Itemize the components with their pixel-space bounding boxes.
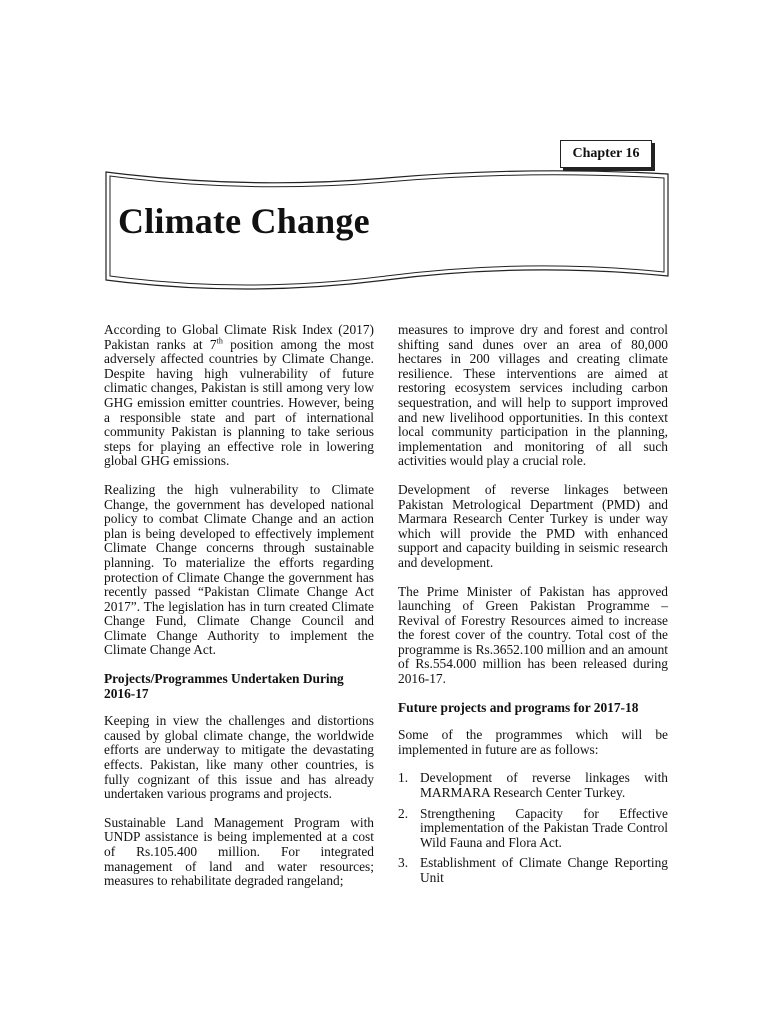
future-programs-list	[398, 771, 668, 885]
left-column	[104, 323, 374, 903]
list-item: 3. Establishment of Climate Change Reporting Unit	[398, 855, 668, 885]
paragraph: Keeping in view the challenges and distortions caused by global climate change, the worldwide efforts are underway to mitigate the devastating effects. Pakistan, like many other countries, is fully cognizant of this issue and has already undertaken various programs and projects.	[104, 713, 374, 802]
list-item: 2. Strengthening Capacity for Effective implementation of the Pakistan Trade Control Wild Fauna and Flora Act.	[398, 805, 668, 850]
page-title: Climate Change	[118, 201, 370, 241]
paragraph: Realizing the high vulnerability to Climate Change, the government has developed national policy to combat Climate Change and an action plan is being developed to effectively implement Climate Change concerns through sustainable planning. To materialize the efforts regarding protection of Climate Change the government has recently passed “Pakistan Climate Change Act 2017”. The legislation has in turn created Climate Change Fund, Climate Change Council and Climate Change Authority to implement the Climate Change Act.	[104, 481, 374, 658]
chapter-label: Chapter 16	[560, 140, 652, 168]
section-heading: Projects/Programmes Undertaken During 2016-17	[104, 671, 344, 701]
right-column	[398, 323, 668, 892]
paragraph: measures to improve dry and forest and control shifting sand dunes over an area of 80,000 hectares in 200 villages and creating climate resilience. These interventions are aimed at restoring ecosystem services including carbon sequestration, and will help to support improved and new livelihood opportunities. In this context local community participation in the planning, implementation and monitoring of all such activities would play a crucial role.	[398, 322, 668, 469]
paragraph: Some of the programmes which will be implemented in future are as follows:	[398, 727, 668, 757]
paragraph: The Prime Minister of Pakistan has approved launching of Green Pakistan Programme – Revival of Forestry Resources aimed to increase the forest cover of the country. Total cost of the programme is Rs.3652.100 million and an amount of Rs.554.000 million has been released during 2016-17.	[398, 583, 668, 687]
paragraph: According to Global Climate Risk Index (2017) Pakistan ranks at 7th position among the most adversely affected countries by Climate Change. Despite having high vulnerability of future climatic changes, Pakistan is still among very low GHG emission emitter countries. However, being a responsible state and part of international community Pakistan is planning to take serious steps for playing an effective role in lowering global GHG emissions.	[104, 322, 374, 469]
section-heading: Future projects and programs for 2017-18	[398, 699, 639, 715]
list-item: 1. Development of reverse linkages with MARMARA Research Center Turkey.	[398, 770, 668, 801]
paragraph: Sustainable Land Management Program with UNDP assistance is being implemented at a cost of Rs.105.400 million. For integrated management of land and water resources; measures to rehabilitate degraded rangeland;	[104, 814, 374, 889]
paragraph: Development of reverse linkages between Pakistan Metrological Department (PMD) and Marmara Research Center Turkey is under way which will provide the PMD with enhanced support and capacity building in seismic research and development.	[398, 481, 668, 570]
